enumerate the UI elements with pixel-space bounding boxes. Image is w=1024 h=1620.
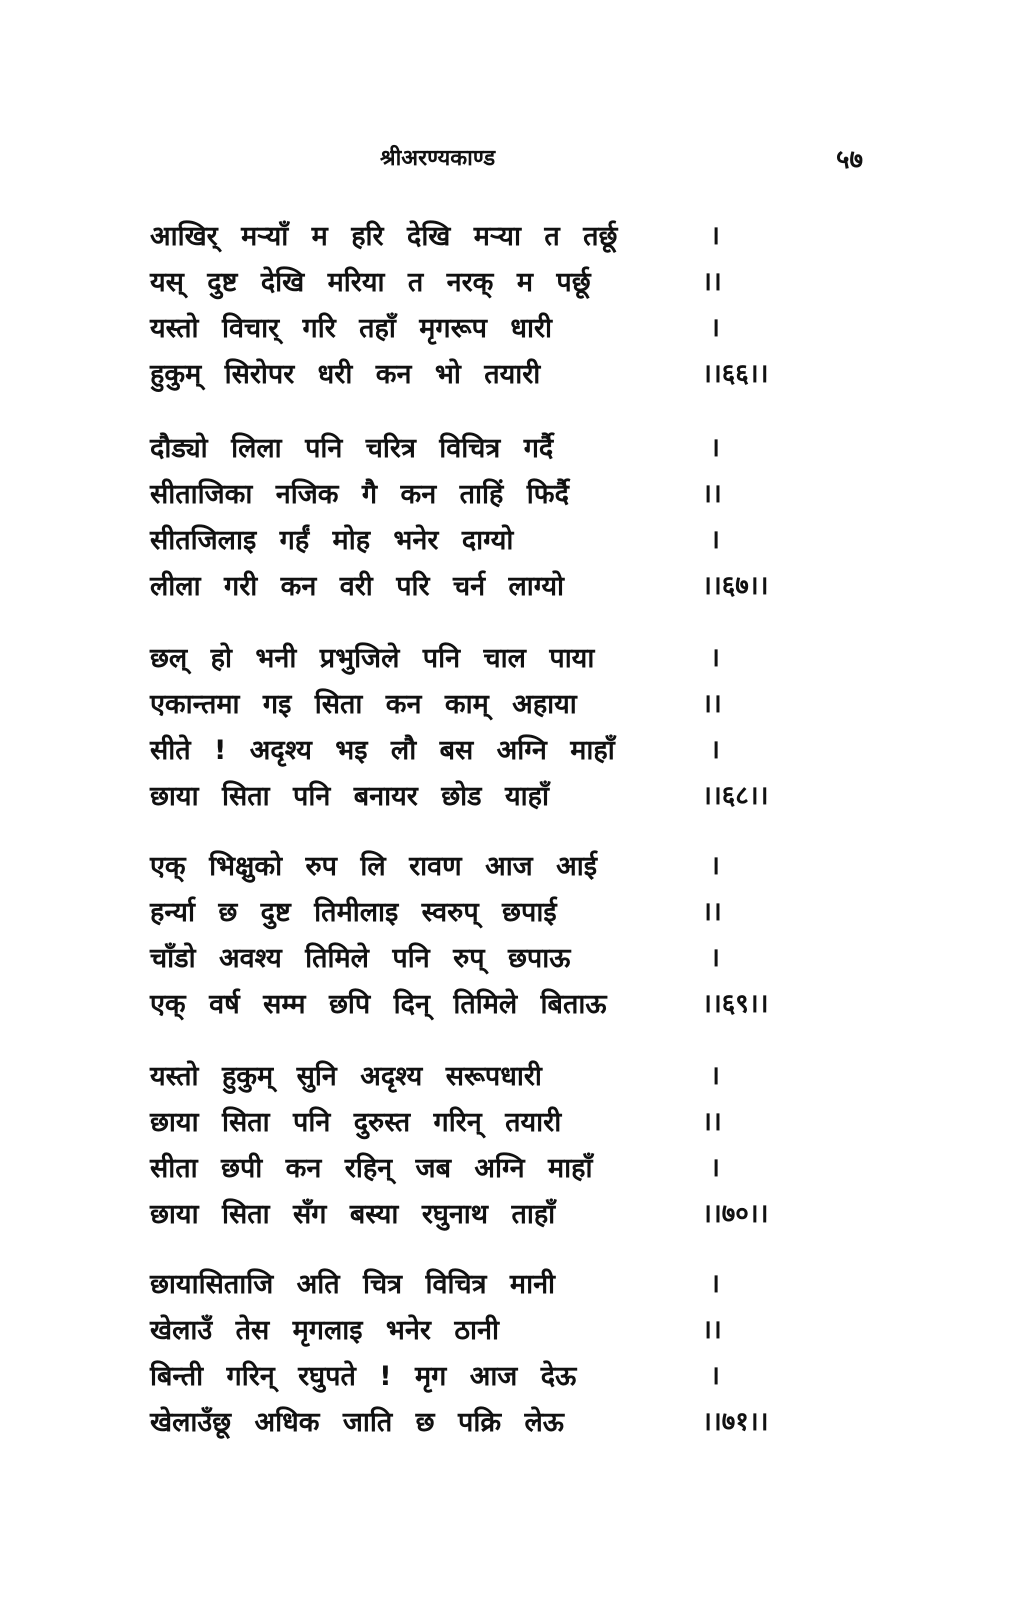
stanza bbox=[150, 842, 790, 1026]
verse-line bbox=[150, 1260, 790, 1306]
stanza bbox=[150, 212, 790, 396]
verse-danda: । bbox=[710, 1153, 720, 1183]
verse-danda: ।। bbox=[702, 479, 722, 509]
verse-line bbox=[150, 680, 790, 726]
verse-text: खेलाउँछू अधिक जाति छ पक्रि लेऊ bbox=[150, 1407, 564, 1438]
verse-line bbox=[150, 1052, 790, 1098]
verse-danda: ।। bbox=[702, 1315, 722, 1345]
verse-text: यस्तो विचार् गरि तहाँ मृगरूप धारी bbox=[150, 313, 552, 344]
verse-line bbox=[150, 212, 790, 258]
verse-text: हुकुम् सिरोपर धरी कन भो तयारी bbox=[150, 359, 541, 390]
verse-text: एक् वर्ष सम्म छपि दिन् तिमिले बिताऊ bbox=[150, 989, 607, 1020]
verse-danda: । bbox=[710, 221, 720, 251]
stanza bbox=[150, 1260, 790, 1444]
verse-text: बिन्ती गरिन् रघुपते ! मृग आज देऊ bbox=[150, 1361, 577, 1392]
verse-number: ।।७०।। bbox=[702, 1199, 769, 1229]
stanza bbox=[150, 424, 790, 608]
verse-line bbox=[150, 726, 790, 772]
verse-text: दौड्यो लिला पनि चरित्र विचित्र गर्दै bbox=[150, 433, 554, 464]
verse-line bbox=[150, 1306, 790, 1352]
verse-line bbox=[150, 562, 790, 608]
running-head: श्रीअरण्यकाण्ड bbox=[380, 146, 496, 171]
verse-line bbox=[150, 1144, 790, 1190]
verse-danda: ।। bbox=[702, 267, 722, 297]
verse-number: ।।६८।। bbox=[702, 781, 769, 811]
verse-danda: ।। bbox=[702, 689, 722, 719]
verse-line bbox=[150, 516, 790, 562]
verse-number: ।।७१।। bbox=[702, 1407, 769, 1437]
verse-text: सीते ! अदृश्य भइ लौ बस अग्नि माहाँ bbox=[150, 735, 615, 766]
verse-line bbox=[150, 772, 790, 818]
verse-line bbox=[150, 934, 790, 980]
verse-text: यस् दुष्ट देखि मरिया त नरक् म पर्छू bbox=[150, 267, 591, 298]
verse-text: सीताजिका नजिक गै कन ताहिं फिर्दै bbox=[150, 479, 569, 510]
verse-line bbox=[150, 424, 790, 470]
verse-text: छाया सिता पनि दुरुस्त गरिन् तयारी bbox=[150, 1107, 562, 1138]
verse-danda: ।। bbox=[702, 1107, 722, 1137]
verse-danda: । bbox=[710, 643, 720, 673]
verse-text: हर्न्या छ दुष्ट तिमीलाइ स्वरुप् छपाई bbox=[150, 897, 557, 928]
verse-line bbox=[150, 1190, 790, 1236]
verse-line bbox=[150, 980, 790, 1026]
verse-text: सीतजिलाइ गर्हं मोह भनेर दाग्यो bbox=[150, 525, 514, 556]
verse-text: खेलाउँ तेस मृगलाइ भनेर ठानी bbox=[150, 1315, 499, 1346]
verse-line bbox=[150, 842, 790, 888]
verse-text: लीला गरी कन वरी परि चर्न लाग्यो bbox=[150, 571, 565, 602]
verse-line bbox=[150, 1098, 790, 1144]
verse-danda: । bbox=[710, 1269, 720, 1299]
verse-number: ।।६९।। bbox=[702, 989, 769, 1019]
verse-text: चाँडो अवश्य तिमिले पनि रुप् छपाऊ bbox=[150, 943, 571, 974]
verse-text: एक् भिक्षुको रुप लि रावण आज आई bbox=[150, 851, 597, 882]
verse-text: यस्तो हुकुम् सुनि अदृश्य सरूपधारी bbox=[150, 1061, 542, 1092]
page-number: ५७ bbox=[836, 145, 864, 175]
stanza bbox=[150, 634, 790, 818]
verse-danda: । bbox=[710, 1061, 720, 1091]
verse-line bbox=[150, 634, 790, 680]
verse-line bbox=[150, 1352, 790, 1398]
verse-line bbox=[150, 888, 790, 934]
verse-danda: । bbox=[710, 943, 720, 973]
verse-line bbox=[150, 350, 790, 396]
verse-number: ।।६७।। bbox=[702, 571, 769, 601]
verse-text: छाया सिता पनि बनायर छोड याहाँ bbox=[150, 781, 549, 812]
verse-danda: । bbox=[710, 433, 720, 463]
verse-danda: । bbox=[710, 851, 720, 881]
verse-danda: । bbox=[710, 735, 720, 765]
verse-text: एकान्तमा गइ सिता कन काम् अहाया bbox=[150, 689, 577, 720]
verse-line bbox=[150, 470, 790, 516]
verse-text: सीता छपी कन रहिन् जब अग्नि माहाँ bbox=[150, 1153, 593, 1184]
verse-danda: ।। bbox=[702, 897, 722, 927]
verse-text: छाया सिता सँग बस्या रघुनाथ ताहाँ bbox=[150, 1199, 556, 1230]
verse-text: छल् हो भनी प्रभुजिले पनि चाल पाया bbox=[150, 643, 595, 674]
verse-danda: । bbox=[710, 1361, 720, 1391]
verse-text: आखिर् मर्‍याँ म हरि देखि मर्‍या त तर्छू bbox=[150, 221, 618, 252]
verse-number: ।।६६।। bbox=[702, 359, 769, 389]
verse-line bbox=[150, 258, 790, 304]
verse-text: छायासिताजि अति चित्र विचित्र मानी bbox=[150, 1269, 556, 1300]
verse-danda: । bbox=[710, 525, 720, 555]
stanza bbox=[150, 1052, 790, 1236]
verse-line bbox=[150, 304, 790, 350]
verse-danda: । bbox=[710, 313, 720, 343]
verse-line bbox=[150, 1398, 790, 1444]
